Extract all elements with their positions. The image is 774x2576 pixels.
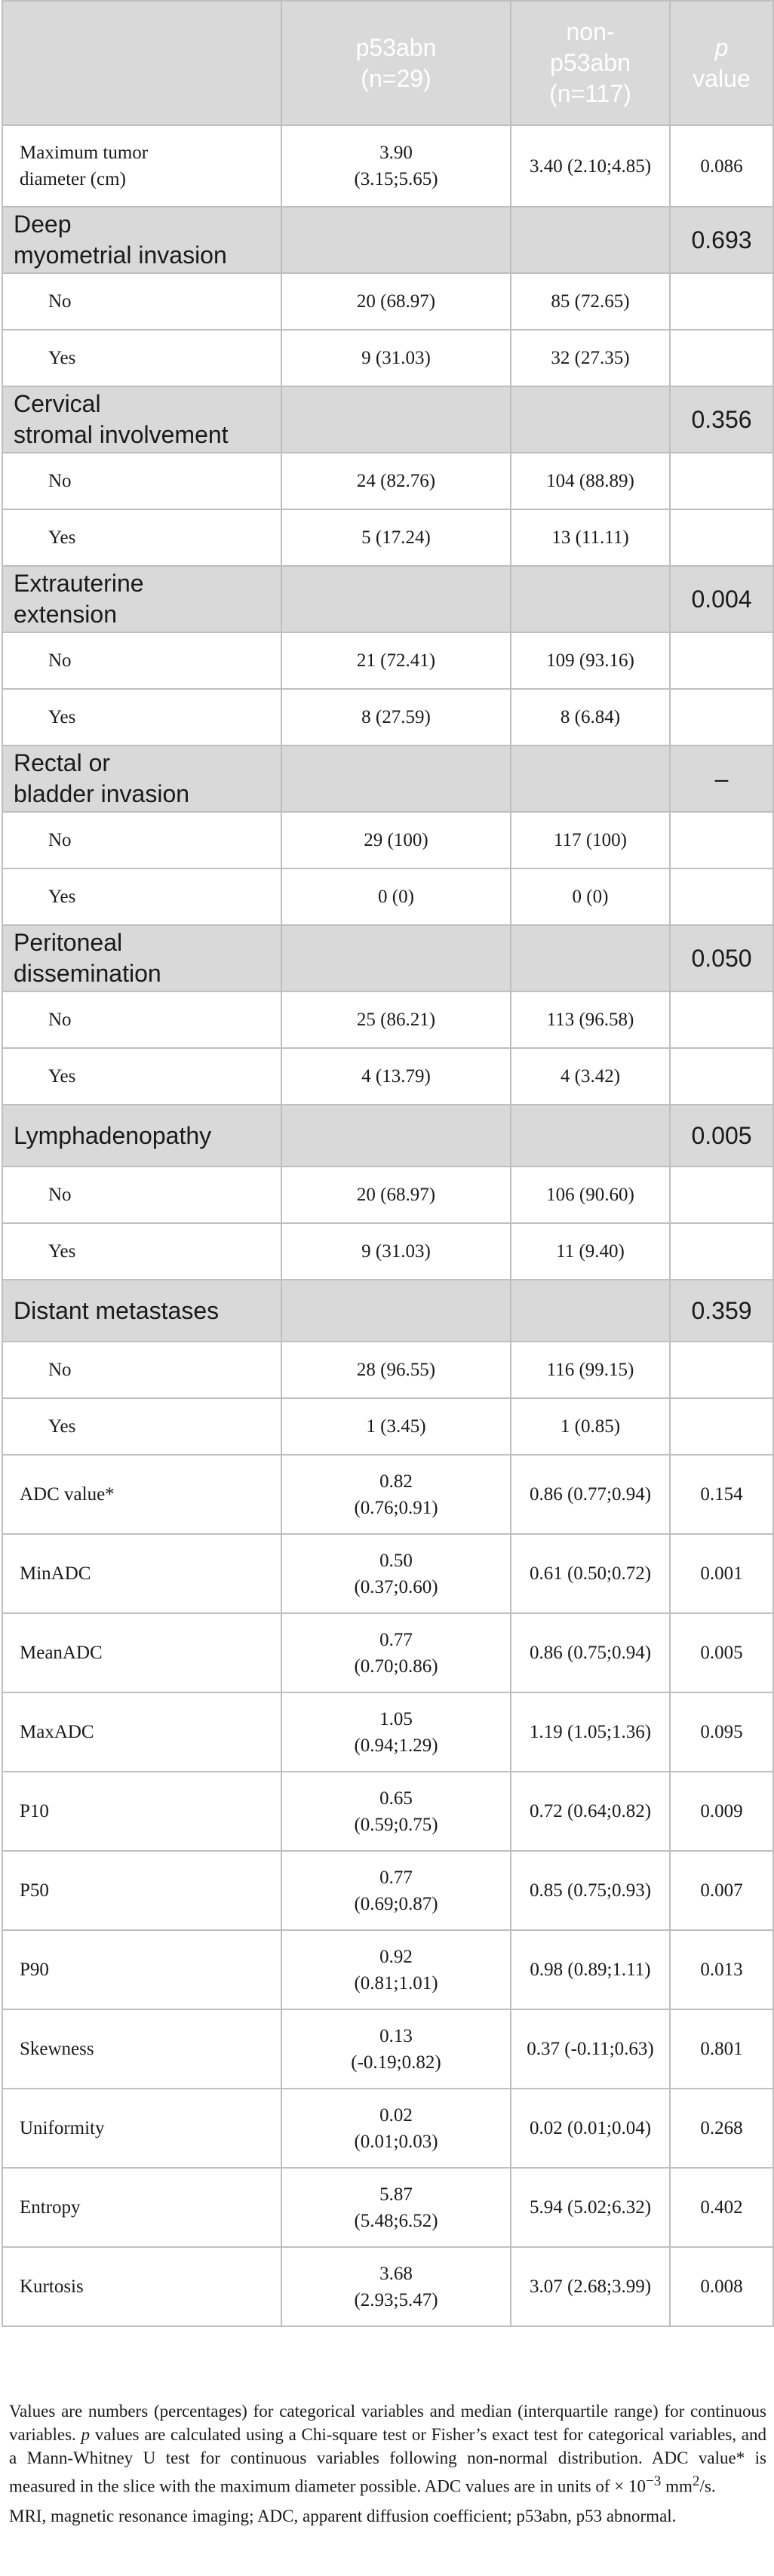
section-label-line: Lymphadenopathy — [14, 1121, 212, 1149]
cell-non-p53abn: 3.40 (2.10;4.85) — [511, 125, 670, 207]
median-value: 0.50 — [379, 1550, 413, 1571]
section-label-line: Peritoneal — [14, 929, 123, 956]
cell-p-value-empty — [670, 1398, 773, 1455]
section-empty-cell — [511, 566, 670, 632]
cell-non-p53abn: 113 (96.58) — [511, 991, 670, 1048]
subgroup-label: No — [2, 1167, 281, 1223]
section-empty-cell — [511, 925, 670, 991]
header-p53abn: p53abn (n=29) — [281, 1, 511, 125]
cell-non-p53abn: 0.85 (0.75;0.93) — [511, 1851, 670, 1930]
section-label-line: Deep — [14, 211, 72, 238]
cell-p-value: 0.095 — [670, 1692, 773, 1772]
section-label-line: Extrauterine — [14, 570, 144, 597]
section-row — [2, 207, 773, 273]
cell-non-p53abn: 1 (0.85) — [511, 1398, 670, 1455]
cell-non-p53abn: 8 (6.84) — [511, 689, 670, 745]
cell-non-p53abn: 104 (88.89) — [511, 453, 670, 509]
cell-non-p53abn: 0.02 (0.01;0.04) — [511, 2089, 670, 2168]
section-empty-cell — [281, 1280, 511, 1342]
section-label — [2, 386, 281, 453]
subgroup-row-yes — [2, 1398, 773, 1455]
section-p-value: 0.050 — [670, 925, 773, 991]
subgroup-label: Yes — [2, 509, 281, 566]
subgroup-row-no — [2, 632, 773, 689]
cell-p53abn — [281, 2089, 511, 2168]
section-empty-cell — [281, 925, 511, 991]
subgroup-label: Yes — [2, 1398, 281, 1455]
table-footnote — [9, 2399, 766, 2534]
cell-non-p53abn: 116 (99.15) — [511, 1342, 670, 1398]
row-label: ADC value* — [2, 1455, 281, 1534]
cell-p-value: 0.007 — [670, 1851, 773, 1930]
median-value: 0.92 — [379, 1946, 413, 1967]
cell-p53abn — [281, 1930, 511, 2009]
iqr-value: (2.93;5.47) — [354, 2289, 438, 2310]
section-row — [2, 745, 773, 812]
cell-non-p53abn: 11 (9.40) — [511, 1223, 670, 1280]
section-empty-cell — [281, 566, 511, 632]
row-label: MinADC — [2, 1534, 281, 1613]
cell-p-value: 0.086 — [670, 125, 773, 207]
section-row — [2, 1280, 773, 1342]
cell-p53abn — [281, 1455, 511, 1534]
cell-p53abn — [281, 2247, 511, 2326]
row-label: Maximum tumor diameter (cm) — [2, 125, 281, 207]
continuous-row — [2, 1772, 773, 1851]
section-label-line: myometrial invasion — [14, 241, 227, 269]
cell-p53abn — [281, 2009, 511, 2089]
iqr-value: (-0.19;0.82) — [351, 2052, 441, 2073]
row-label: Skewness — [2, 2009, 281, 2089]
footnote-paragraph-1: Values are numbers (percentages) for categorical variables and median (interquartile range) for continuous variables. p values are calculated using a Chi-square test or Fisher’s exact test for categorical variables, and a Mann-Whitney U test for continuous variables following non-normal distribution. ADC value* is measured in the slice with the maximum diameter possible. ADC values are in units of × $10^{-3}$ $mm^2/s$. — [9, 2402, 767, 2496]
section-label — [2, 207, 281, 273]
subgroup-row-no — [2, 453, 773, 509]
section-label-line: Distant metastases — [14, 1296, 220, 1324]
continuous-row — [2, 1692, 773, 1772]
cell-non-p53abn: 109 (93.16) — [511, 632, 670, 689]
cell-p53abn: 28 (96.55) — [281, 1342, 511, 1398]
continuous-row — [2, 1613, 773, 1692]
median-value: 0.77 — [379, 1867, 413, 1888]
cell-p53abn: 20 (68.97) — [281, 273, 511, 330]
cell-p53abn: 0 (0) — [281, 868, 511, 925]
cell-p53abn: 3.90 (3.15;5.65) — [281, 125, 511, 207]
subgroup-row-yes — [2, 1223, 773, 1280]
section-empty-cell — [511, 1105, 670, 1167]
section-label-line: Cervical — [14, 390, 101, 417]
subgroup-label: No — [2, 812, 281, 868]
cell-non-p53abn: 5.94 (5.02;6.32) — [511, 2168, 670, 2247]
section-p-value: – — [670, 745, 773, 812]
cell-p-value: 0.009 — [670, 1772, 773, 1851]
subgroup-row-yes — [2, 868, 773, 925]
median-value: 0.82 — [379, 1471, 413, 1492]
median-value: 0.65 — [379, 1788, 413, 1809]
section-label-line: bladder invasion — [14, 780, 190, 807]
section-row — [2, 1105, 773, 1167]
continuous-row — [2, 1534, 773, 1613]
section-empty-cell — [511, 1280, 670, 1342]
results-table — [2, 0, 774, 2327]
cell-p53abn: 5 (17.24) — [281, 509, 511, 566]
cell-p53abn — [281, 1613, 511, 1692]
section-p-value: 0.359 — [670, 1280, 773, 1342]
section-label — [2, 566, 281, 632]
section-label-line: stromal involvement — [14, 421, 229, 448]
cell-non-p53abn: 0.98 (0.89;1.11) — [511, 1930, 670, 2009]
cell-non-p53abn: 4 (3.42) — [511, 1048, 670, 1105]
cell-non-p53abn: 85 (72.65) — [511, 273, 670, 330]
continuous-row — [2, 2247, 773, 2326]
continuous-row — [2, 1455, 773, 1534]
cell-p53abn: 4 (13.79) — [281, 1048, 511, 1105]
cell-p-value: 0.268 — [670, 2089, 773, 2168]
section-label-line: Rectal or — [14, 749, 111, 776]
cell-p-value-empty — [670, 1167, 773, 1223]
cell-p53abn — [281, 1692, 511, 1772]
cell-p53abn: 24 (82.76) — [281, 453, 511, 509]
iqr-value: (5.48;6.52) — [354, 2210, 438, 2231]
header-non-p53abn: non- p53abn (n=117) — [511, 1, 670, 125]
cell-non-p53abn: 0.61 (0.50;0.72) — [511, 1534, 670, 1613]
cell-p53abn: 1 (3.45) — [281, 1398, 511, 1455]
median-value: 0.77 — [379, 1629, 413, 1650]
subgroup-row-yes — [2, 689, 773, 745]
section-label — [2, 1105, 281, 1167]
row-label: P50 — [2, 1851, 281, 1930]
header-row — [2, 1, 773, 125]
section-empty-cell — [511, 207, 670, 273]
section-p-value: 0.004 — [670, 566, 773, 632]
subgroup-row-no — [2, 1167, 773, 1223]
median-value: 0.13 — [379, 2025, 413, 2046]
subgroup-row-no — [2, 991, 773, 1048]
cell-p-value-empty — [670, 1342, 773, 1398]
cell-p-value-empty — [670, 1223, 773, 1280]
cell-p53abn: 29 (100) — [281, 812, 511, 868]
cell-non-p53abn: 0 (0) — [511, 868, 670, 925]
cell-p-value-empty — [670, 632, 773, 689]
cell-p-value: 0.001 — [670, 1534, 773, 1613]
median-value: 3.68 — [379, 2263, 413, 2284]
row-label: MeanADC — [2, 1613, 281, 1692]
cell-p53abn: 20 (68.97) — [281, 1167, 511, 1223]
subgroup-label: No — [2, 1342, 281, 1398]
cell-p-value: 0.801 — [670, 2009, 773, 2089]
cell-p-value-empty — [670, 273, 773, 330]
subgroup-row-no — [2, 273, 773, 330]
section-empty-cell — [281, 207, 511, 273]
row-max-tumor-diameter — [2, 125, 773, 207]
median-value: 0.02 — [379, 2104, 413, 2126]
cell-non-p53abn: 3.07 (2.68;3.99) — [511, 2247, 670, 2326]
cell-non-p53abn: 117 (100) — [511, 812, 670, 868]
iqr-value: (0.81;1.01) — [354, 1972, 438, 1993]
subgroup-row-yes — [2, 330, 773, 386]
cell-non-p53abn: 106 (90.60) — [511, 1167, 670, 1223]
subgroup-row-no — [2, 1342, 773, 1398]
cell-p-value: 0.402 — [670, 2168, 773, 2247]
section-label-line: dissemination — [14, 960, 161, 987]
section-empty-cell — [281, 386, 511, 453]
continuous-row — [2, 2089, 773, 2168]
iqr-value: (0.69;0.87) — [354, 1893, 438, 1914]
cell-p-value: 0.154 — [670, 1455, 773, 1534]
cell-non-p53abn: 1.19 (1.05;1.36) — [511, 1692, 670, 1772]
iqr-value: (0.01;0.03) — [354, 2131, 438, 2152]
cell-p53abn: 9 (31.03) — [281, 330, 511, 386]
continuous-row — [2, 2009, 773, 2089]
cell-p-value-empty — [670, 453, 773, 509]
cell-p-value-empty — [670, 868, 773, 925]
cell-p53abn: 9 (31.03) — [281, 1223, 511, 1280]
row-label: Uniformity — [2, 2089, 281, 2168]
cell-p-value-empty — [670, 991, 773, 1048]
section-p-value: 0.693 — [670, 207, 773, 273]
section-label-line: extension — [14, 601, 117, 628]
continuous-row — [2, 1930, 773, 2009]
cell-p-value: 0.005 — [670, 1613, 773, 1692]
cell-p-value-empty — [670, 330, 773, 386]
header-empty-cell — [2, 1, 281, 125]
row-label: Entropy — [2, 2168, 281, 2247]
cell-non-p53abn: 32 (27.35) — [511, 330, 670, 386]
section-empty-cell — [511, 745, 670, 812]
median-value: 1.05 — [379, 1708, 413, 1729]
section-label — [2, 745, 281, 812]
continuous-row — [2, 2168, 773, 2247]
cell-p53abn: 8 (27.59) — [281, 689, 511, 745]
row-label: P90 — [2, 1930, 281, 2009]
subgroup-row-no — [2, 812, 773, 868]
cell-p53abn — [281, 2168, 511, 2247]
section-empty-cell — [511, 386, 670, 453]
cell-p-value: 0.008 — [670, 2247, 773, 2326]
section-label — [2, 925, 281, 991]
cell-p-value-empty — [670, 689, 773, 745]
iqr-value: (0.94;1.29) — [354, 1735, 438, 1756]
header-p-value: p value — [670, 1, 773, 125]
section-p-value: 0.005 — [670, 1105, 773, 1167]
section-row — [2, 386, 773, 453]
subgroup-row-yes — [2, 509, 773, 566]
row-label: P10 — [2, 1772, 281, 1851]
section-empty-cell — [281, 1105, 511, 1167]
iqr-value: (0.76;0.91) — [354, 1497, 438, 1518]
cell-non-p53abn: 13 (11.11) — [511, 509, 670, 566]
subgroup-label: No — [2, 453, 281, 509]
cell-non-p53abn: 0.86 (0.77;0.94) — [511, 1455, 670, 1534]
cell-p-value-empty — [670, 1048, 773, 1105]
cell-p-value-empty — [670, 509, 773, 566]
cell-p53abn — [281, 1772, 511, 1851]
subgroup-label: Yes — [2, 689, 281, 745]
subgroup-label: No — [2, 991, 281, 1048]
cell-p53abn — [281, 1534, 511, 1613]
subgroup-label: Yes — [2, 868, 281, 925]
subgroup-label: No — [2, 273, 281, 330]
cell-p53abn: 21 (72.41) — [281, 632, 511, 689]
cell-p-value-empty — [670, 812, 773, 868]
iqr-value: (0.37;0.60) — [354, 1576, 438, 1597]
iqr-value: (0.59;0.75) — [354, 1814, 438, 1835]
row-label: MaxADC — [2, 1692, 281, 1772]
subgroup-label: Yes — [2, 1223, 281, 1280]
cell-non-p53abn: 0.86 (0.75;0.94) — [511, 1613, 670, 1692]
median-value: 5.87 — [379, 2184, 413, 2205]
cell-p53abn — [281, 1851, 511, 1930]
footnote-paragraph-2: MRI, magnetic resonance imaging; ADC, apparent diffusion coefficient; p53abn, p53 abnormal. — [9, 2506, 677, 2525]
section-row — [2, 566, 773, 632]
cell-non-p53abn: 0.72 (0.64;0.82) — [511, 1772, 670, 1851]
section-label — [2, 1280, 281, 1342]
subgroup-label: No — [2, 632, 281, 689]
subgroup-row-yes — [2, 1048, 773, 1105]
section-row — [2, 925, 773, 991]
subgroup-label: Yes — [2, 330, 281, 386]
section-empty-cell — [281, 745, 511, 812]
iqr-value: (0.70;0.86) — [354, 1655, 438, 1677]
subgroup-label: Yes — [2, 1048, 281, 1105]
cell-p53abn: 25 (86.21) — [281, 991, 511, 1048]
cell-non-p53abn: 0.37 (-0.11;0.63) — [511, 2009, 670, 2089]
cell-p-value: 0.013 — [670, 1930, 773, 2009]
row-label: Kurtosis — [2, 2247, 281, 2326]
section-p-value: 0.356 — [670, 386, 773, 453]
continuous-row — [2, 1851, 773, 1930]
